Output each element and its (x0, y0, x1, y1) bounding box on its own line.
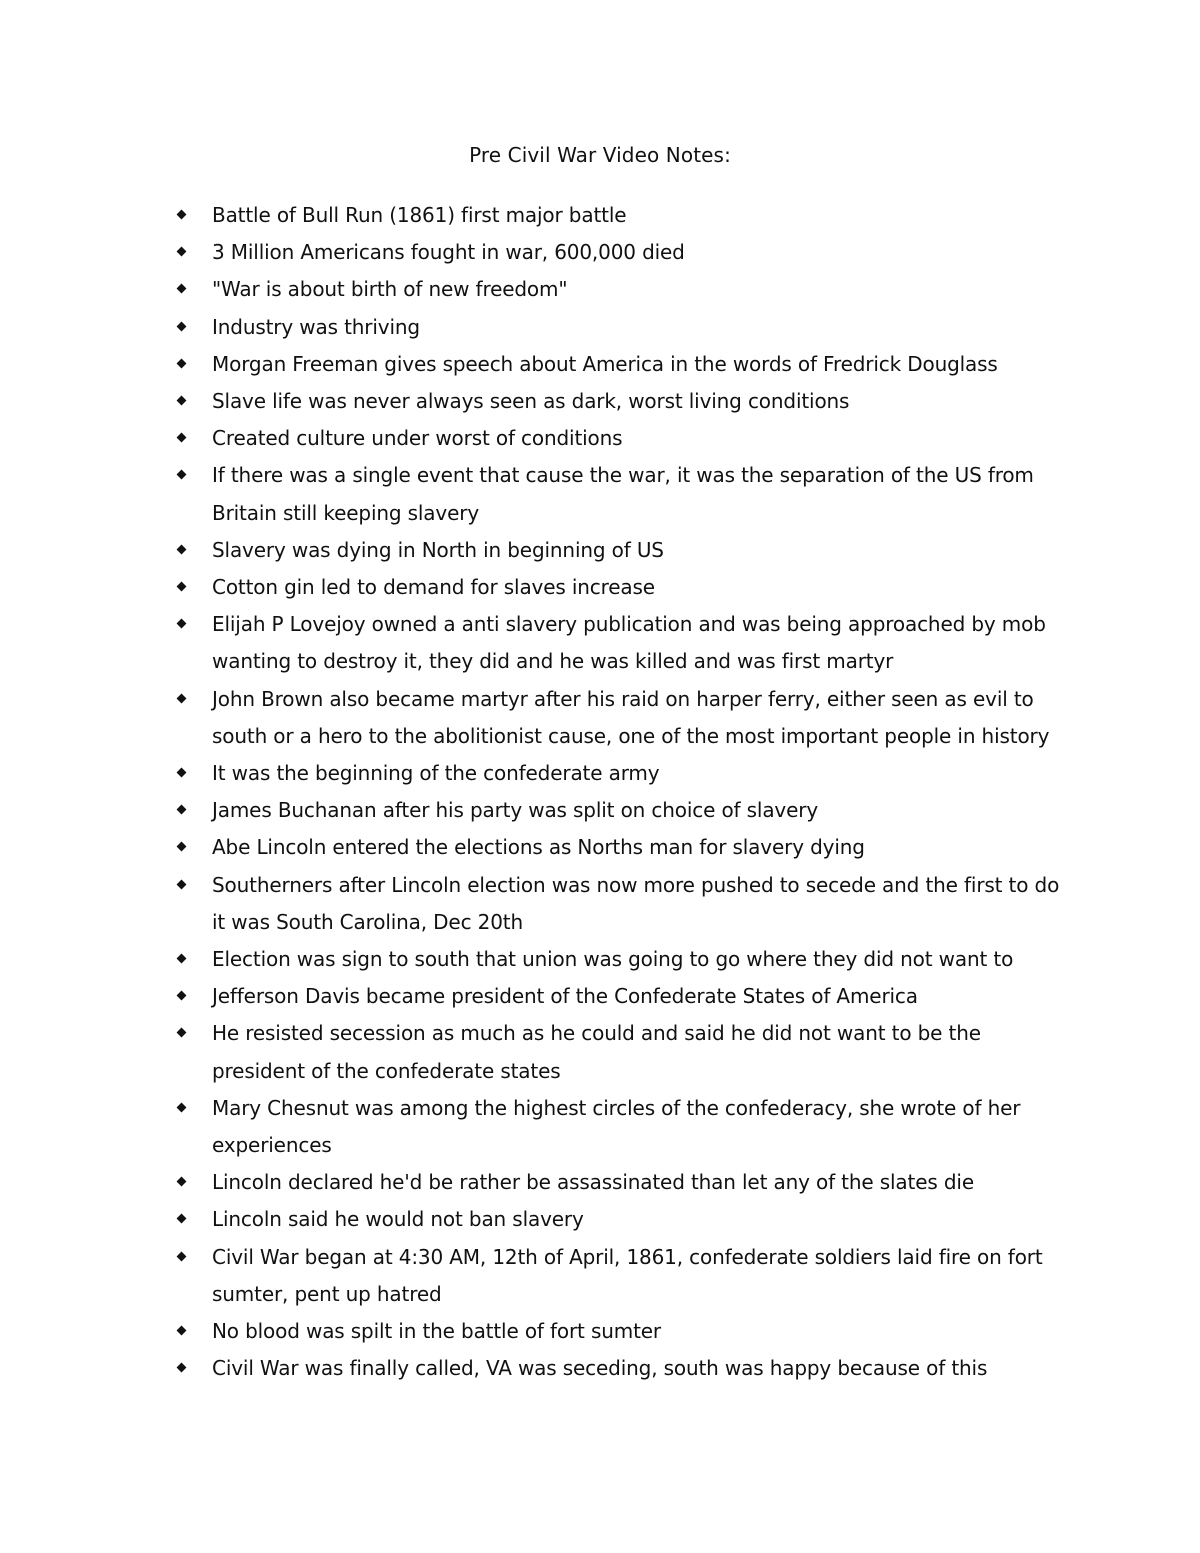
diamond-bullet-icon (177, 879, 187, 889)
diamond-bullet-icon (177, 693, 187, 703)
diamond-bullet-icon (177, 1102, 187, 1112)
diamond-bullet-icon (177, 1251, 187, 1261)
note-text: Jefferson Davis became president of the Confederate States of America (212, 984, 918, 1009)
diamond-bullet-icon (177, 433, 187, 443)
diamond-bullet-icon (177, 768, 187, 778)
diamond-bullet-icon (177, 210, 187, 220)
note-item (0, 681, 1062, 755)
note-text: Lincoln said he would not ban slavery (212, 1207, 584, 1232)
note-item (0, 197, 1062, 234)
note-item (0, 1239, 1062, 1313)
note-item (0, 792, 1062, 829)
note-text: Southerners after Lincoln election was now more pushed to secede and the first to do it was South Carolina, Dec 20th (212, 872, 1060, 934)
note-item (0, 606, 1062, 680)
diamond-bullet-icon (177, 805, 187, 815)
diamond-bullet-icon (177, 284, 187, 294)
note-item (0, 941, 1062, 978)
note-text: Abe Lincoln entered the elections as Norths man for slavery dying (212, 835, 865, 860)
note-text: James Buchanan after his party was split on choice of slavery (212, 798, 819, 823)
diamond-bullet-icon (177, 619, 187, 629)
diamond-bullet-icon (177, 544, 187, 554)
note-text: Civil War was finally called, VA was seceding, south was happy because of this (212, 1356, 988, 1381)
note-text: Mary Chesnut was among the highest circles of the confederacy, she wrote of her experiences (212, 1095, 1021, 1158)
diamond-bullet-icon (177, 842, 187, 852)
note-item (0, 271, 1062, 308)
notes-list (0, 197, 1200, 1388)
note-item (0, 829, 1062, 866)
note-text: Slave life was never always seen as dark, worst living conditions (212, 389, 850, 414)
note-item (0, 1090, 1062, 1164)
note-item (0, 755, 1062, 792)
note-item (0, 1313, 1062, 1350)
note-text: Cotton gin led to demand for slaves increase (212, 575, 655, 600)
note-item (0, 1350, 1062, 1387)
note-item (0, 234, 1062, 271)
note-text: Created culture under worst of conditions (212, 426, 623, 451)
diamond-bullet-icon (177, 396, 187, 406)
note-text: Lincoln declared he'd be rather be assassinated than let any of the slates die (212, 1170, 974, 1195)
note-item (0, 309, 1062, 346)
note-item (0, 457, 1062, 531)
note-item (0, 383, 1062, 420)
note-item (0, 978, 1062, 1015)
note-item (0, 867, 1062, 941)
note-text: It was the beginning of the confederate army (212, 761, 660, 786)
diamond-bullet-icon (177, 470, 187, 480)
note-text: Elijah P Lovejoy owned a anti slavery publication and was being approached by mob wanting to destroy it, they did and he was killed and was first martyr (212, 612, 1046, 674)
document-title: Pre Civil War Video Notes: (469, 143, 731, 167)
note-text: Election was sign to south that union was going to go where they did not want to (212, 947, 1014, 972)
note-text: He resisted secession as much as he could and said he did not want to be the president of the confederate states (212, 1021, 981, 1083)
note-text: John Brown also became martyr after his raid on harper ferry, either seen as evil to south or a hero to the abolitionist cause, one of the most important people in history (212, 686, 1050, 748)
note-item (0, 1201, 1062, 1238)
diamond-bullet-icon (177, 1326, 187, 1336)
diamond-bullet-icon (177, 358, 187, 368)
note-item (0, 420, 1062, 457)
note-item (0, 569, 1062, 606)
note-text: Morgan Freeman gives speech about America in the words of Fredrick Douglass (212, 351, 998, 376)
note-text: 3 Million Americans fought in war, 600,000 died (212, 240, 685, 265)
note-item (0, 1164, 1062, 1201)
note-text: If there was a single event that cause the war, it was the separation of the US from Britain still keeping slavery (212, 463, 1034, 525)
note-item (0, 532, 1062, 569)
note-text: Civil War began at 4:30 AM, 12th of April, 1861, confederate soldiers laid fire on fort sumter, pent up hatred (212, 1244, 1043, 1306)
diamond-bullet-icon (177, 247, 187, 257)
diamond-bullet-icon (177, 1177, 187, 1187)
diamond-bullet-icon (177, 582, 187, 592)
note-text: Industry was thriving (212, 314, 420, 339)
note-item (0, 346, 1062, 383)
note-text: "War is about birth of new freedom" (212, 277, 568, 302)
diamond-bullet-icon (177, 1363, 187, 1373)
note-text: No blood was spilt in the battle of fort sumter (212, 1319, 662, 1344)
diamond-bullet-icon (177, 321, 187, 331)
diamond-bullet-icon (177, 1214, 187, 1224)
diamond-bullet-icon (177, 991, 187, 1001)
diamond-bullet-icon (177, 1028, 187, 1038)
diamond-bullet-icon (177, 954, 187, 964)
note-item (0, 1015, 1062, 1089)
note-text: Battle of Bull Run (1861) first major battle (212, 203, 627, 227)
note-text: Slavery was dying in North in beginning of US (212, 537, 664, 562)
